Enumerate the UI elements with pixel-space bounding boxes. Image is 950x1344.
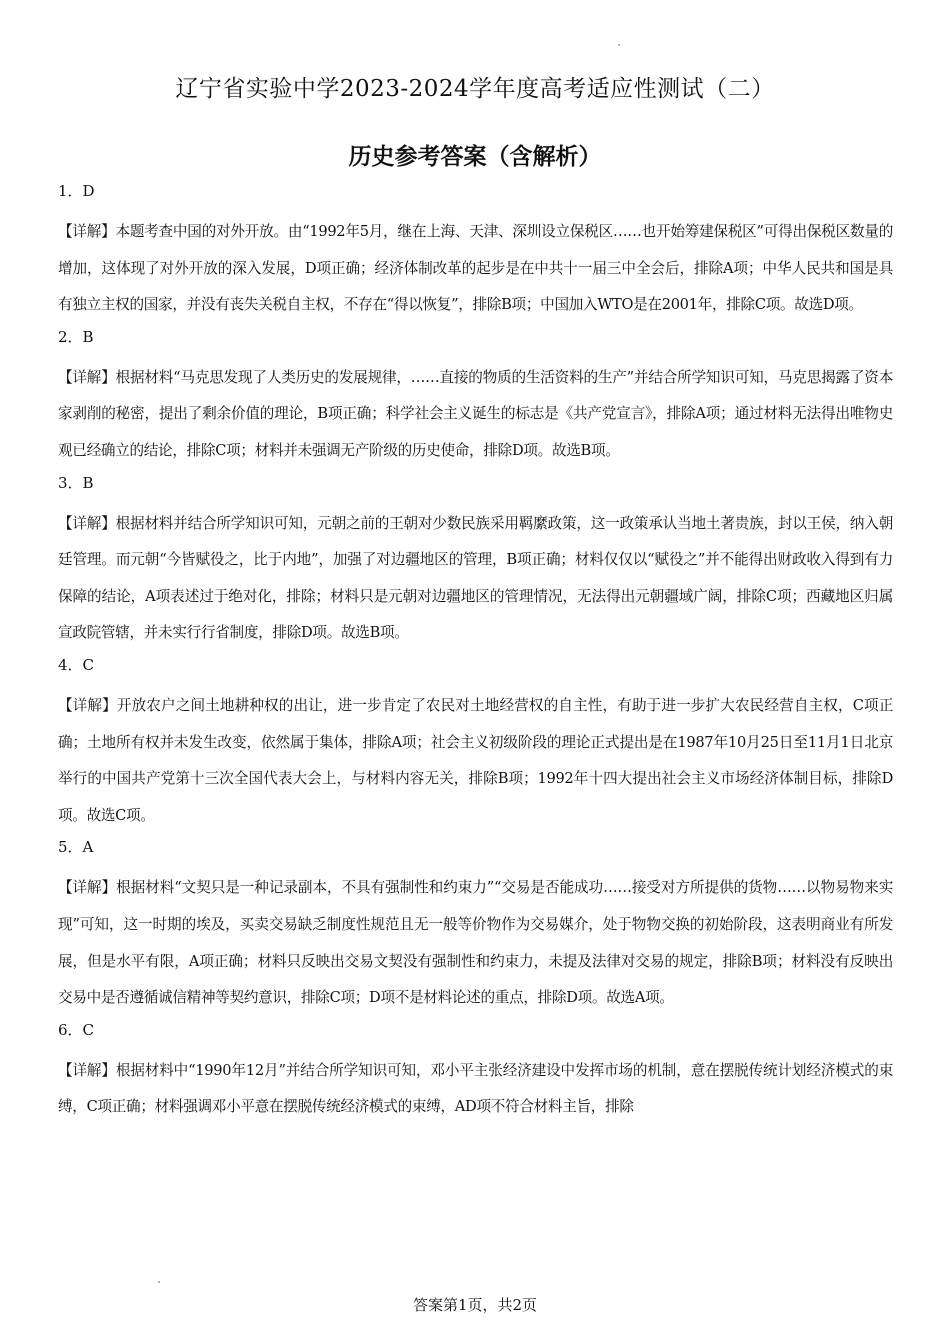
answer-number: 3．B: [58, 473, 94, 492]
page-title: 辽宁省实验中学2023-2024学年度高考适应性测试（二）: [175, 76, 775, 102]
answer-number: 6．C: [58, 1020, 95, 1039]
answer-number: 4．C: [58, 655, 95, 674]
answers-list: [58, 178, 893, 1126]
answer-detail: 【详解】开放农户之间土地耕种权的出让，进一步肯定了农民对土地经营权的自主性，有助于进一步扩大农民经营自主权，C项正确；土地所有权并未发生改变，依然属于集体，排除A项；社会主义初级阶段的理论正式提出是在1987年10月25日至11月1日北京举行的中国共产党第十三次全国代表大会上，与材料内容无关，排除B项；1992年十四大提出社会主义市场经济体制目标，排除D项。故选C项。: [58, 696, 893, 824]
answer-number: 2．B: [58, 327, 94, 346]
answer-item: [58, 324, 893, 470]
answer-item: [58, 652, 893, 834]
scan-speck: [158, 1281, 160, 1283]
answer-item: [58, 178, 893, 324]
answer-item: [58, 834, 893, 1016]
answer-detail: 【详解】根据材料并结合所学知识可知，元朝之前的王朝对少数民族采用羁縻政策，这一政策承认当地土著贵族，封以王侯，纳入朝廷管理。而元朝“今皆赋役之，比于内地”，加强了对边疆地区的管理，B项正确；材料仅仅以“赋役之”并不能得出财政收入得到有力保障的结论，A项表述过于绝对化，排除；材料只是元朝对边疆地区的管理情况，无法得出元朝疆域广阔，排除C项；西藏地区归属宣政院管辖，并未实行行省制度，排除D项。故选B项。: [58, 514, 893, 642]
page-footer: 答案第1页，共2页: [412, 1296, 538, 1314]
answer-number: 5．A: [58, 838, 94, 857]
answer-detail: 【详解】本题考查中国的对外开放。由“1992年5月，继在上海、天津、深圳设立保税区……也开始筹建保税区”可得出保税区数量的增加，这体现了对外开放的深入发展，D项正确；经济体制改革的起步是在中共十一届三中全会后，排除A项；中华人民共和国是具有独立主权的国家，并没有丧失关税自主权，不存在“得以恢复”，排除B项；中国加入WTO是在2001年，排除C项。故选D项。: [58, 223, 893, 314]
answer-item: [58, 470, 893, 652]
scan-speck: [618, 44, 620, 46]
answer-detail: 【详解】根据材料中“1990年12月”并结合所学知识可知，邓小平主张经济建设中发挥市场的机制，意在摆脱传统计划经济模式的束缚，C项正确；材料强调邓小平意在摆脱传统经济模式的束缚，AD项不符合材料主旨，排除: [58, 1061, 893, 1116]
answer-item: [58, 1017, 893, 1126]
answer-detail: 【详解】根据材料“文契只是一种记录副本，不具有强制性和约束力”“交易是否能成功……接受对方所提供的货物……以物易物来实现”可知，这一时期的埃及，买卖交易缺乏制度性规范且无一般等价物作为交易媒介，处于物物交换的初始阶段，这表明商业有所发展，但是水平有限，A项正确；材料只反映出交易文契没有强制性和约束力，未提及法律对交易的规定，排除B项；材料没有反映出交易中是否遵循诚信精神等契约意识，排除C项；D项不是材料论述的重点，排除D项。故选A项。: [58, 879, 893, 1007]
answer-detail: 【详解】根据材料“马克思发现了人类历史的发展规律，……直接的物质的生活资料的生产”并结合所学知识可知，马克思揭露了资本家剥削的秘密，提出了剩余价值的理论，B项正确；科学社会主义诞生的标志是《共产党宣言》，排除A项；通过材料无法得出唯物史观已经确立的结论，排除C项；材料并未强调无产阶级的历史使命，排除D项。故选B项。: [58, 368, 893, 459]
page-subtitle: 历史参考答案（含解析）: [348, 143, 602, 170]
answer-number: 1．D: [58, 182, 95, 200]
